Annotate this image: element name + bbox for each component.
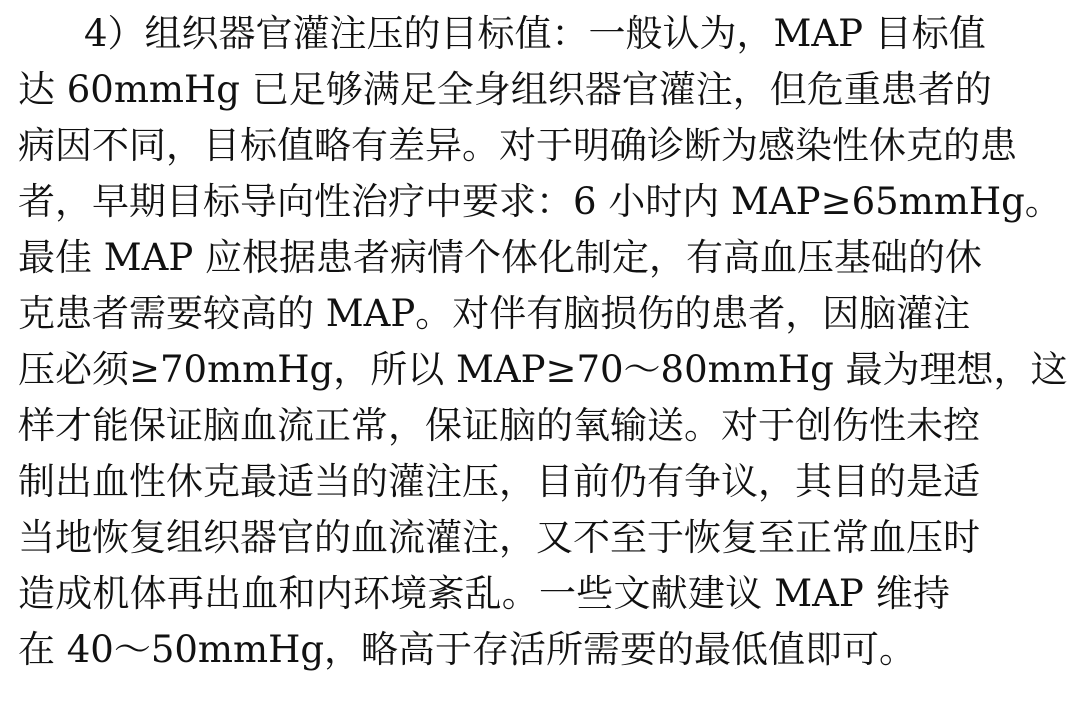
text-line-8: 样才能保证脑血流正常，保证脑的氧输送。对于创伤性未控 (18, 404, 980, 447)
text-line-3: 病因不同，目标值略有差异。对于明确诊断为感染性休克的患 (18, 124, 1017, 167)
text-line-9: 制出血性休克最适当的灌注压，目前仍有争议，其目的是适 (18, 460, 980, 503)
text-line-1: 4）组织器官灌注压的目标值：一般认为，MAP 目标值 (84, 12, 986, 55)
text-line-6: 克患者需要较高的 MAP。对伴有脑损伤的患者，因脑灌注 (18, 292, 971, 335)
text-line-4: 者，早期目标导向性治疗中要求：6 小时内 MAP≥65mmHg。 (18, 180, 1062, 223)
text-line-5: 最佳 MAP 应根据患者病情个体化制定，有高血压基础的休 (18, 236, 983, 279)
text-line-12: 在 40～50mmHg，略高于存活所需要的最低值即可。 (18, 628, 917, 671)
text-line-10: 当地恢复组织器官的血流灌注，又不至于恢复至正常血压时 (18, 516, 980, 559)
text-line-7: 压必须≥70mmHg，所以 MAP≥70～80mmHg 最为理想，这 (18, 348, 1068, 391)
text-line-2: 达 60mmHg 已足够满足全身组织器官灌注，但危重患者的 (18, 68, 992, 111)
text-line-11: 造成机体再出血和内环境紊乱。一些文献建议 MAP 维持 (18, 572, 950, 615)
